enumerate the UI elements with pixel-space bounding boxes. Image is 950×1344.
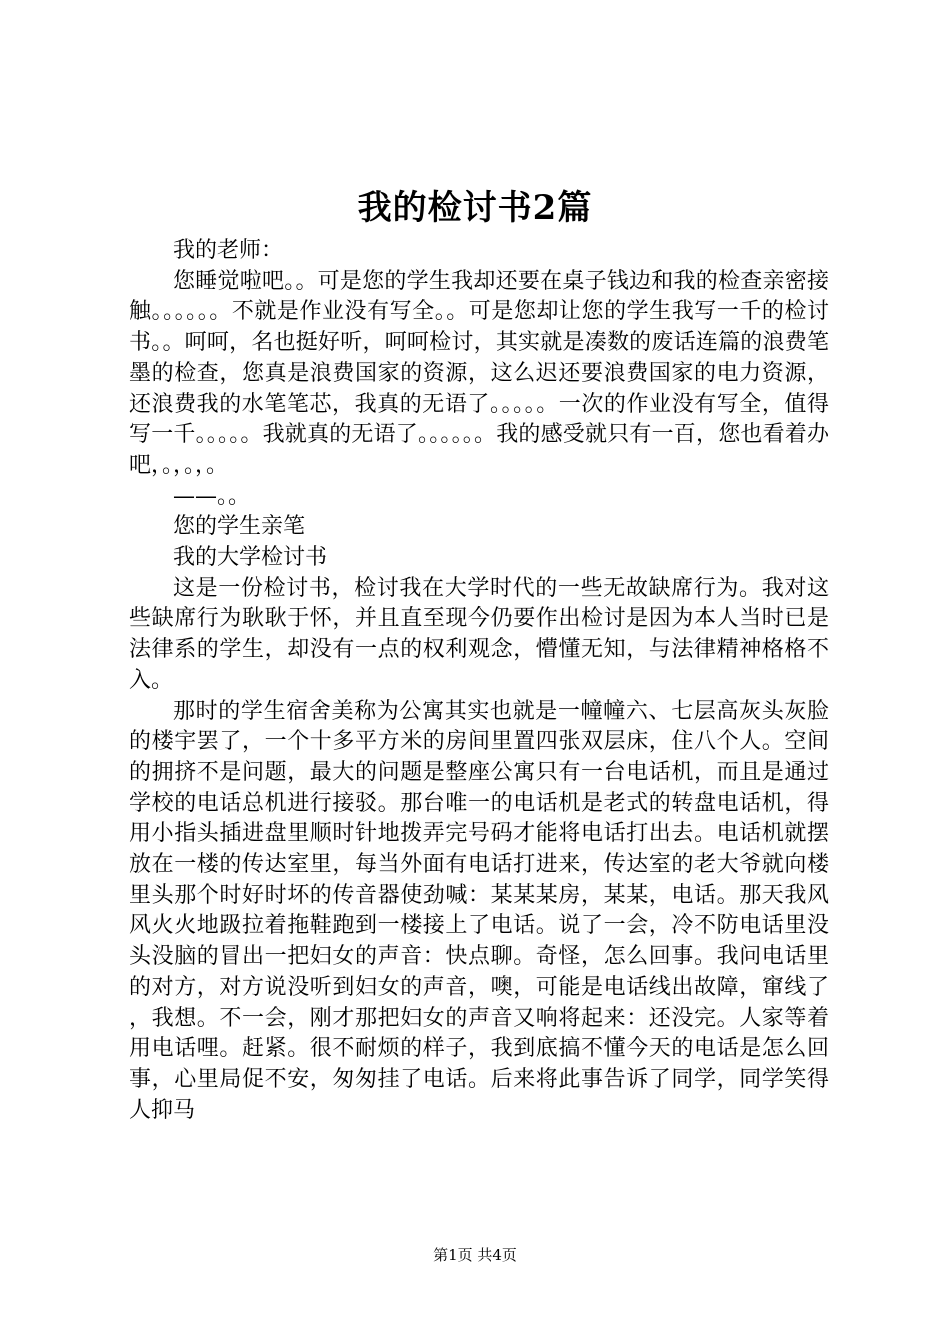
paragraph-signature: 您的学生亲笔 — [173, 514, 306, 540]
paragraph-salutation: 我的老师： — [173, 238, 284, 263]
document-body — [129, 236, 829, 1126]
paragraph-dash: ——。。 — [173, 483, 251, 509]
paragraph-intro: 这是一份检讨书，检讨我在大学时代的一些无故缺席行为。我对这些缺席行为耿耿于怀，并且直至现今仍要作出检讨是因为本人当时已是法律系的学生，却没有一点的权利观念，懵懂无知，与法律精神格格不入。 — [129, 575, 829, 693]
paragraph-letter-body: 您睡觉啦吧。。可是您的学生我却还要在桌子钱边和我的检查亲密接触。。。。。。不就是作业没有写全。。可是您却让您的学生我写一千的检讨书。。呵呵，名也挺好听，呵呵检讨，其实就是凑数的废话连篇的浪费笔墨的检查，您真是浪费国家的资源，这么迟还要浪费国家的电力资源，还浪费我的水笔笔芯，我真的无语了。。。。。一次的作业没有写全，值得写一千。。。。。我就真的无语了。。。。。。我的感受就只有一百，您也看着办吧，。，。，。 — [129, 268, 829, 478]
document-title: 我的检讨书2篇 — [357, 188, 593, 228]
page-footer: 第1页 共4页 — [433, 1246, 517, 1264]
paragraph-story: 那时的学生宿舍美称为公寓其实也就是一幢幢六、七层高灰头灰脸的楼宇罢了，一个十多平方米的房间里置四张双层床，住八个人。空间的拥挤不是问题，最大的问题是整座公寓只有一台电话机，而且是通过学校的电话总机进行接驳。那台唯一的电话机是老式的转盘电话机，得用小指头插进盘里顺时针地拨弄完号码才能将电话打出去。电话机就摆放在一楼的传达室里，每当外面有电话打进来，传达室的老大爷就向楼里头那个时好时坏的传音器使劲喊：某某某房，某某，电话。那天我风风火火地趿拉着拖鞋跑到一楼接上了电话。说了一会，冷不防电话里没头没脑的冒出一把妇女的声音：快点聊。奇怪，怎么回事。我问电话里的对方，对方说没听到妇女的声音，噢，可能是电话线出故障，窜线了，我想。不一会，刚才那把妇女的声音又响将起来：还没完。人家等着用电话哩。赶紧。很不耐烦的样子，我到底搞不懂今天的电话是怎么回事，心里局促不安，匆匆挂了电话。后来将此事告诉了同学，同学笑得人抑马 — [129, 698, 829, 1123]
paragraph-subheading: 我的大学检讨书 — [173, 545, 328, 571]
